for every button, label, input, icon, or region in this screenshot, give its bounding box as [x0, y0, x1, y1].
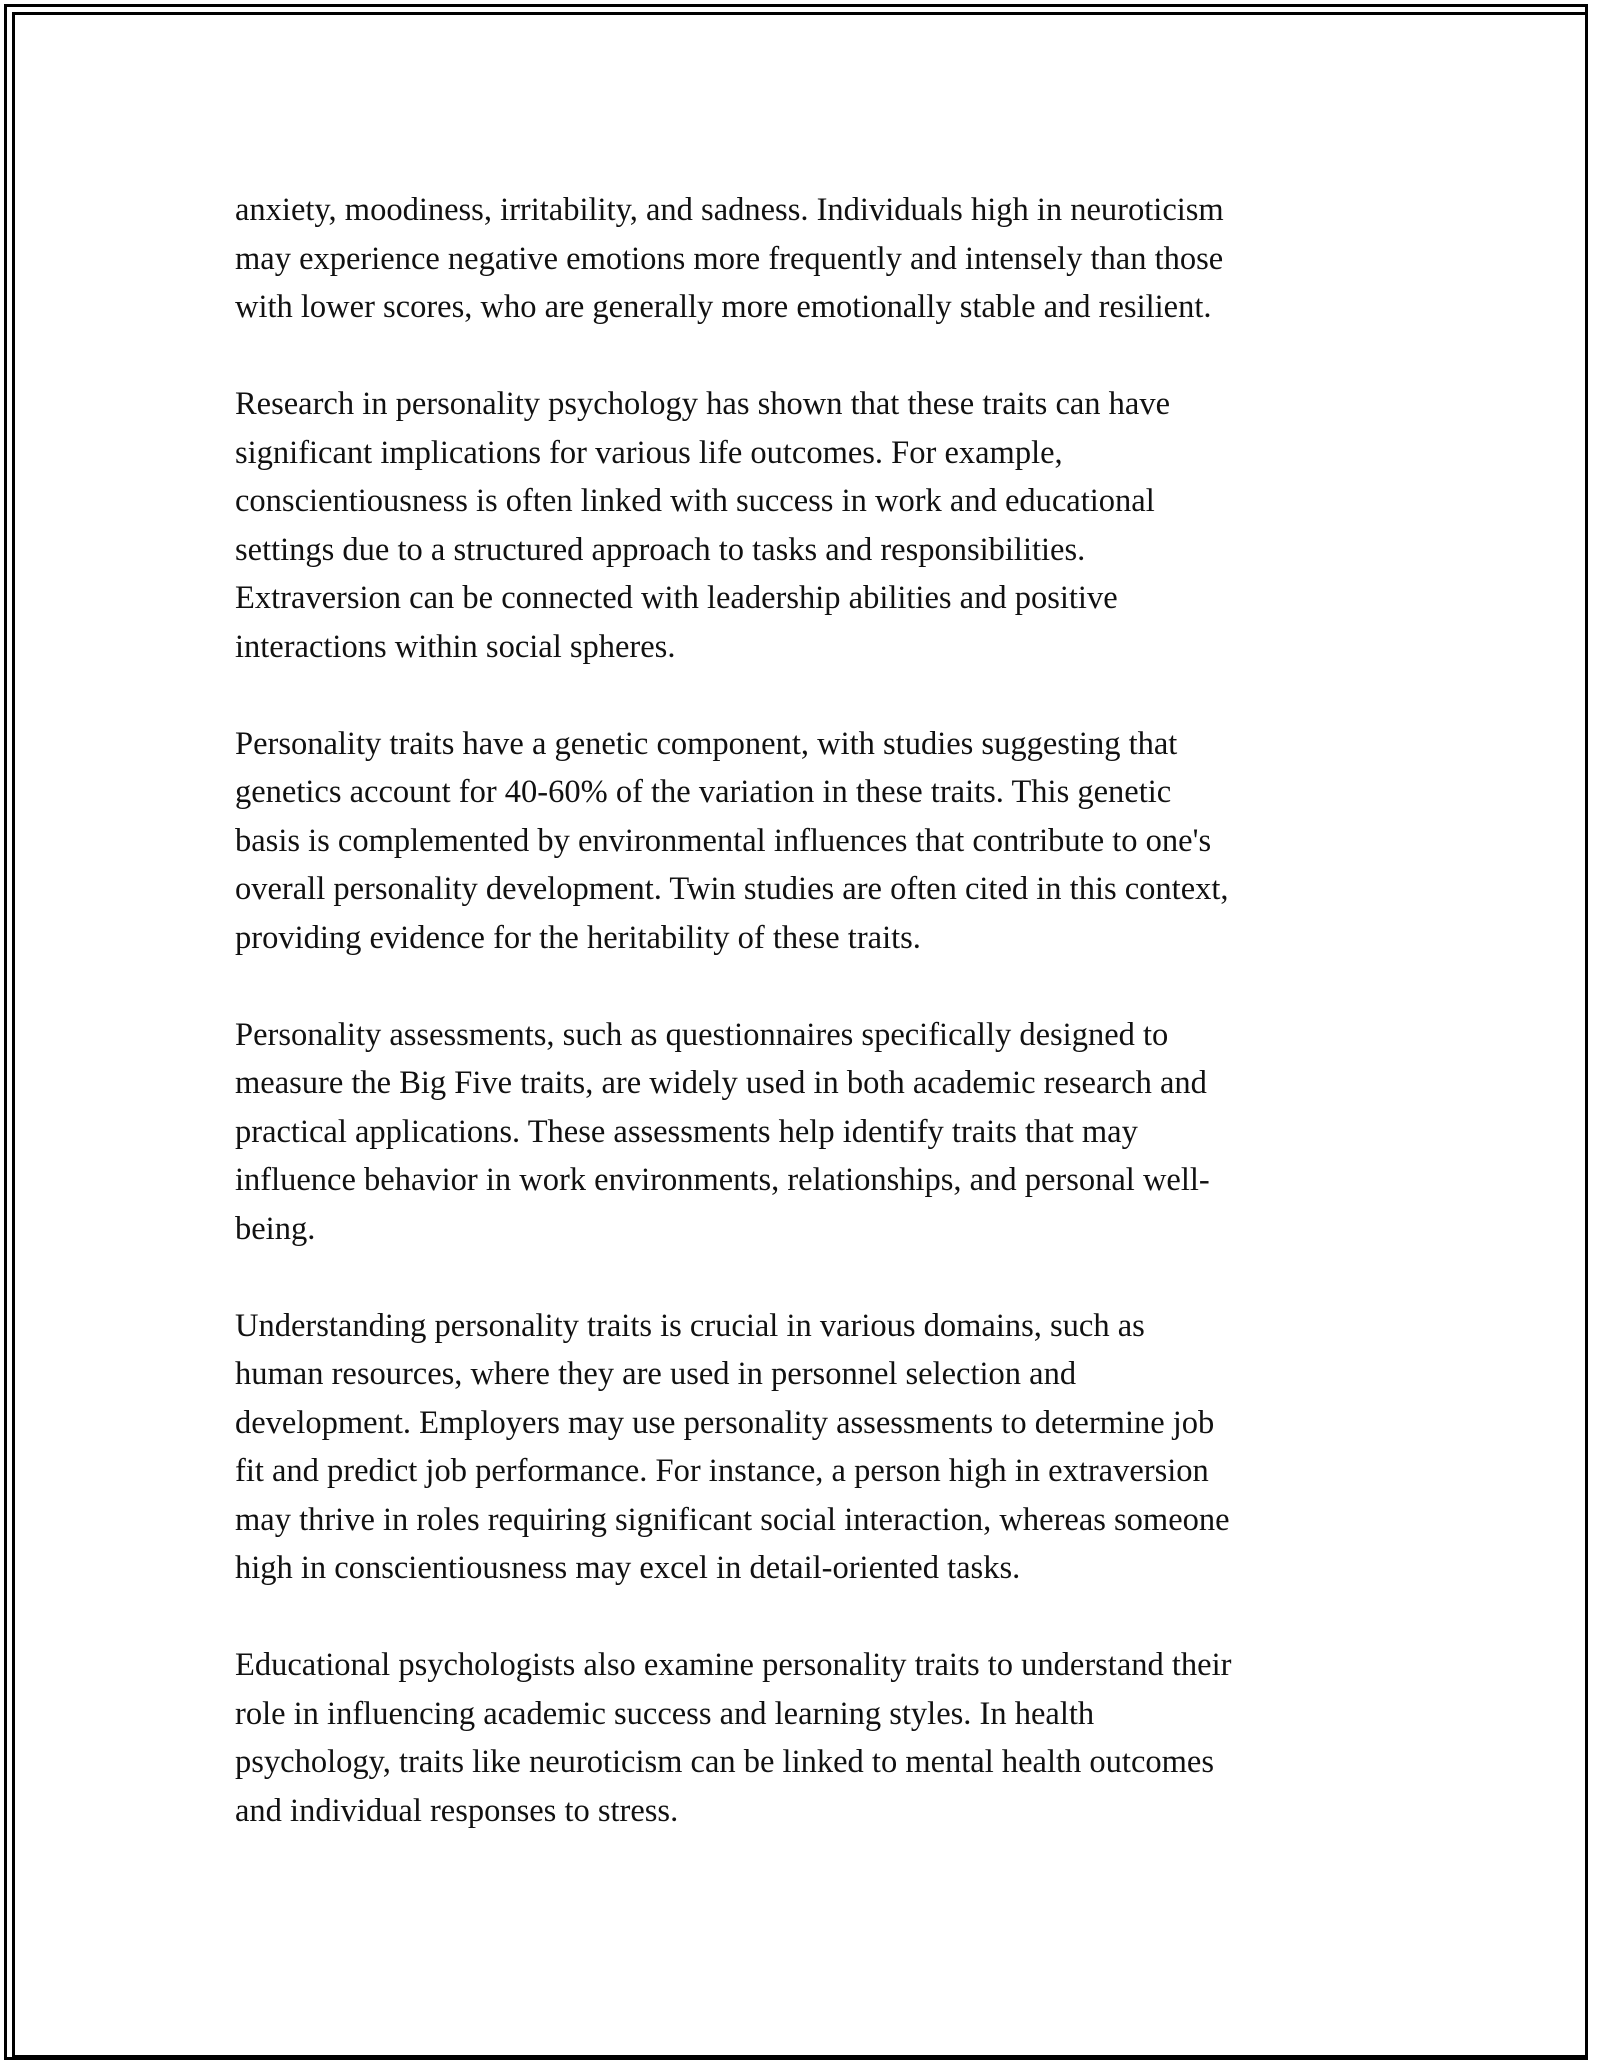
paragraph-human-resources: Understanding personality traits is crucial in various domains, such as human resources, where they are used in personnel selection and development. Employers may use personality assessments to determine job fit and predict job performance. For instance, a person high in extraversion may thrive in roles requiring significant social interaction, whereas someone high in conscientiousness may excel in detail-oriented tasks.: [235, 1307, 1230, 1586]
paragraph-educational-psychology: Educational psychologists also examine personality traits to understand their role in influencing academic success and learning styles. In health psychology, traits like neuroticism can be linked to mental health outcomes and individual responses to stress.: [235, 1647, 1232, 1829]
document-body: [235, 186, 1375, 1884]
paragraph-assessments: Personality assessments, such as questionnaires specifically designed to measure the Big Five traits, are widely used in both academic research and practical applications. These assessments help identify traits that may influence behavior in work environments, relationships, and personal well- being.: [235, 1016, 1210, 1247]
paragraph-neuroticism: anxiety, moodiness, irritability, and sadness. Individuals high in neuroticism may experience negative emotions more frequently and intensely than those with lower scores, who are generally more emotionally stable and resilient.: [235, 192, 1224, 325]
paragraph-life-outcomes: Research in personality psychology has shown that these traits can have significant implications for various life outcomes. For example, conscientiousness is often linked with success in work and educational settings due to a structured approach to tasks and responsibilities. Extraversion can be connected with leadership abilities and positive interactions within social spheres.: [235, 386, 1171, 665]
paragraph-genetic-component: Personality traits have a genetic component, with studies suggesting that genetics account for 40-60% of the variation in these traits. This genetic basis is complemented by environmental influences that contribute to one's overall personality development. Twin studies are often cited in this context, providing evidence for the heritability of these traits.: [235, 725, 1229, 956]
